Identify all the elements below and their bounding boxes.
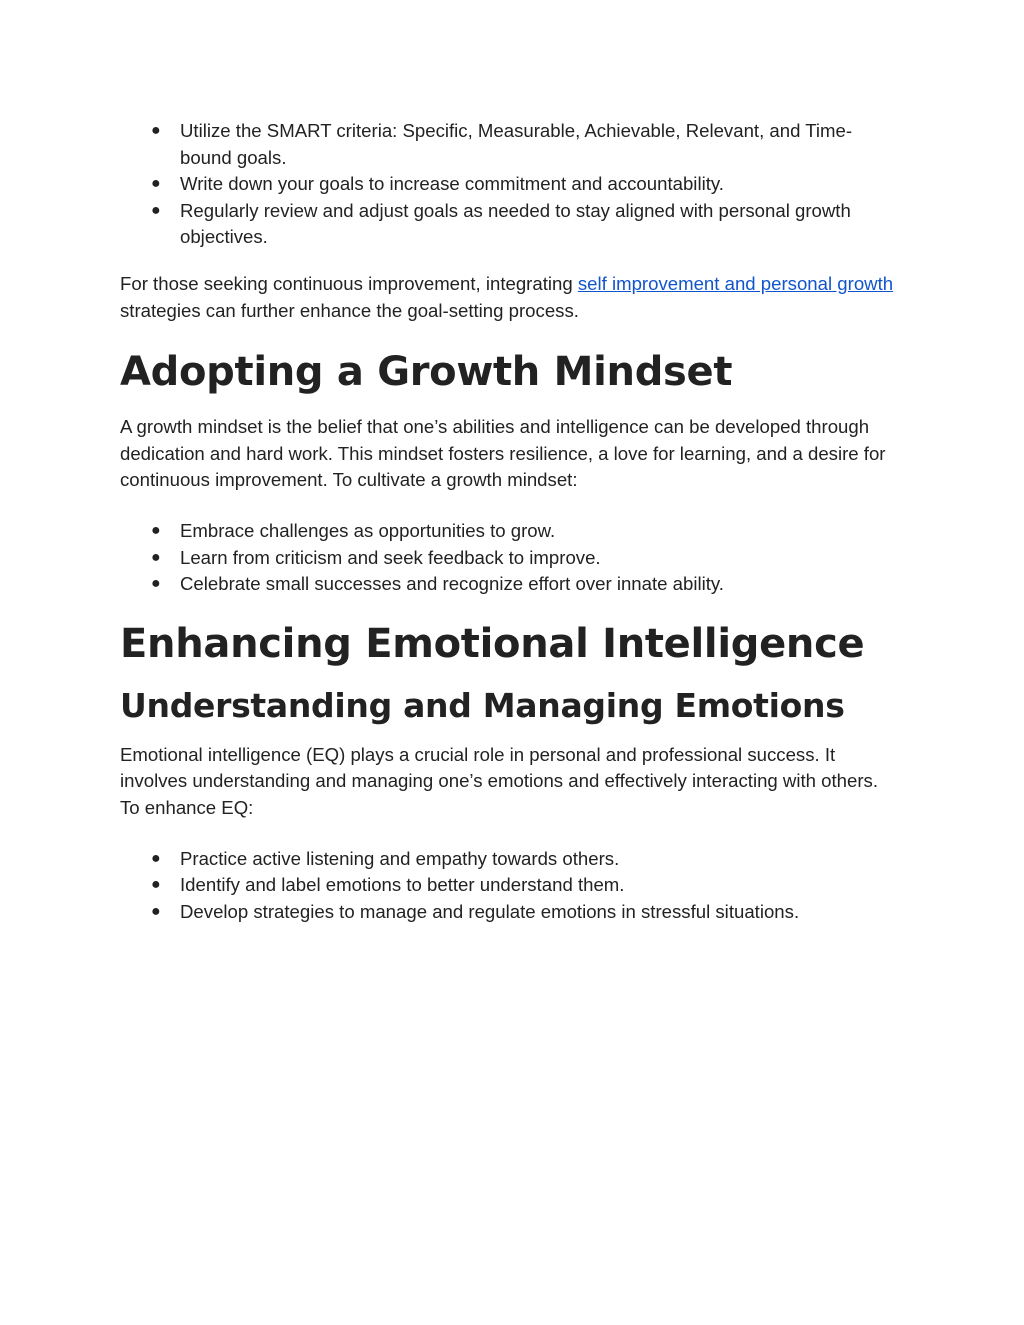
bullet-icon: ●	[151, 902, 161, 920]
paragraph-text-end: strategies can further enhance the goal-setting process.	[120, 299, 579, 321]
list-item-text: Learn from criticism and seek feedback to improve.	[180, 546, 601, 568]
growth-mindset-list	[120, 518, 900, 598]
paragraph-text-start: For those seeking continuous improvement, integrating	[120, 272, 578, 294]
list-item-text: Write down your goals to increase commitment and accountability.	[180, 173, 724, 195]
list-item-text: Celebrate small successes and recognize effort over innate ability.	[180, 573, 724, 595]
managing-emotions-subheading: Understanding and Managing Emotions	[120, 685, 845, 725]
list-item	[120, 545, 900, 572]
list-item-text: Regularly review and adjust goals as needed to stay aligned with personal growth objectives.	[180, 199, 851, 248]
bullet-icon: ●	[151, 575, 161, 593]
list-item	[120, 518, 900, 545]
emotional-intelligence-list	[120, 846, 900, 926]
bullet-icon: ●	[151, 876, 161, 894]
list-item-text: Identify and label emotions to better understand them.	[180, 874, 625, 896]
list-item-text: Embrace challenges as opportunities to grow.	[180, 519, 556, 541]
bullet-icon: ●	[151, 849, 161, 867]
bullet-icon: ●	[151, 175, 161, 193]
bullet-icon: ●	[151, 521, 161, 539]
smart-goals-list	[120, 118, 900, 251]
improvement-paragraph	[120, 271, 900, 324]
document-page	[120, 116, 900, 925]
list-item	[120, 171, 900, 198]
list-item-text: Utilize the SMART criteria: Specific, Measurable, Achievable, Relevant, and Time-bound goals.	[180, 120, 853, 168]
list-item	[120, 198, 900, 251]
list-item	[120, 899, 900, 926]
list-item-text: Practice active listening and empathy towards others.	[180, 847, 620, 869]
list-item-text: Develop strategies to manage and regulate emotions in stressful situations.	[180, 900, 800, 922]
bullet-icon: ●	[151, 548, 161, 566]
bullet-icon: ●	[151, 122, 161, 139]
self-improvement-link[interactable]: self improvement and personal growth	[577, 272, 894, 294]
growth-mindset-paragraph: A growth mindset is the belief that one’s abilities and intelligence can be developed through dedication and hard work. This mindset fosters resilience, a love for learning, and a desire for continuous improvement. To cultivate a growth mindset:	[120, 416, 886, 491]
list-item	[120, 872, 900, 899]
list-item	[120, 846, 900, 873]
bullet-icon: ●	[151, 201, 161, 219]
emotional-intelligence-heading: Enhancing Emotional Intelligence	[120, 620, 865, 667]
list-item	[120, 571, 900, 598]
growth-mindset-heading: Adopting a Growth Mindset	[120, 349, 733, 396]
emotional-intelligence-paragraph: Emotional intelligence (EQ) plays a crucial role in personal and professional success. It involves understanding and managing one’s emotions and effectively interacting with others. To enhance EQ:	[120, 743, 878, 818]
list-item	[120, 118, 900, 171]
